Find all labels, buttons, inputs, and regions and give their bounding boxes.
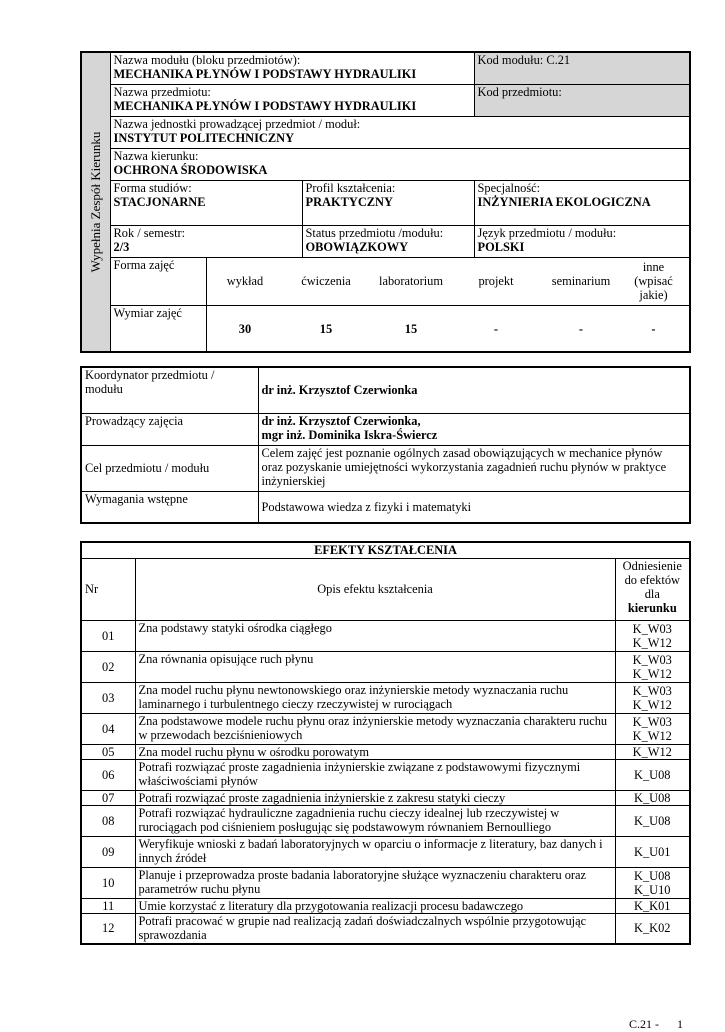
hours-label: Wymiar zajęć <box>110 305 206 352</box>
status-value: OBOWIĄZKOWY <box>305 239 409 254</box>
status-label: Status przedmiotu /modułu: <box>305 225 444 240</box>
year-label: Rok / semestr: <box>113 225 186 240</box>
class-type: ćwiczenia <box>301 273 351 288</box>
study-form-cell <box>110 180 302 225</box>
effect-ref <box>615 836 690 867</box>
effect-desc: Zna podstawy statyki ośrodka ciągłego <box>135 620 615 651</box>
effect-ref-code: K_U01 <box>634 844 671 859</box>
effect-ref <box>615 898 690 913</box>
class-type: inne (wpisać jakie) <box>634 259 673 302</box>
course-info-table <box>80 366 691 524</box>
profile-cell <box>302 180 474 225</box>
teacher-2: mgr inż. Dominika Iskra-Świercz <box>261 427 438 442</box>
table-row <box>81 805 690 836</box>
module-info-table <box>80 51 691 353</box>
effect-nr: 02 <box>81 651 135 682</box>
profile-label: Profil kształcenia: <box>305 180 396 195</box>
hours-value: 15 <box>319 321 333 336</box>
effect-desc: Umie korzystać z literatury dla przygotowania realizacji procesu badawczego <box>135 898 615 913</box>
table-row <box>81 744 690 759</box>
unit-cell <box>110 116 690 148</box>
subject-name-label: Nazwa przedmiotu: <box>113 84 211 99</box>
teachers-cell <box>258 413 690 445</box>
class-type: projekt <box>478 273 514 288</box>
effect-ref-code: K_K01 <box>634 898 671 913</box>
effect-desc: Zna podstawowe modele ruchu płynu oraz inżynierskie metody wyznaczania charakteru ruchu w przewodach bezciśnieniowych <box>135 713 615 744</box>
effect-desc: Zna model ruchu płynu newtonowskiego oraz inżynierskie metody wyznaczania ruchu laminarnego i turbulentnego cieczy rzeczywistej w rurociągach <box>135 682 615 713</box>
col-nr-header: Nr <box>81 558 135 620</box>
subject-code: Kod przedmiotu: <box>474 84 690 116</box>
class-types <box>207 258 690 305</box>
class-type: laboratorium <box>379 273 443 288</box>
effects-table <box>80 541 691 945</box>
specialty-value: INŻYNIERIA EKOLOGICZNA <box>477 194 651 209</box>
effect-nr: 01 <box>81 620 135 651</box>
class-type: wykład <box>226 273 264 288</box>
page-footer <box>629 1017 683 1032</box>
effect-nr: 05 <box>81 744 135 759</box>
effect-nr: 08 <box>81 805 135 836</box>
col-desc-header: Opis efektu kształcenia <box>135 558 615 620</box>
study-form-value: STACJONARNE <box>113 194 206 209</box>
effect-nr: 06 <box>81 759 135 790</box>
effect-ref-code: K_W03 <box>632 714 672 729</box>
effects-title: EFEKTY KSZTAŁCENIA <box>81 542 690 558</box>
effect-ref-code: K_W12 <box>632 666 672 681</box>
effect-ref-code: K_W03 <box>632 683 672 698</box>
table-row <box>81 759 690 790</box>
goal-value: Celem zajęć jest poznanie ogólnych zasad obowiązujących w mechanice płynów oraz pozyskanie umiejętności wykorzystania zagadnień ruchu płynów w praktyce inżynierskiej <box>258 445 690 491</box>
effect-ref-code: K_W03 <box>632 652 672 667</box>
effect-desc: Zna równania opisujące ruch płynu <box>135 651 615 682</box>
table-row <box>81 651 690 682</box>
hours-row <box>81 305 690 352</box>
effect-ref-code: K_W12 <box>632 728 672 743</box>
status-cell <box>302 225 474 257</box>
unit-value: INSTYTUT POLITECHNICZNY <box>113 130 295 145</box>
effect-ref <box>615 867 690 898</box>
table-row <box>81 790 690 805</box>
module-name-value: MECHANIKA PŁYNÓW I PODSTAWY HYDRAULIKI <box>113 67 417 81</box>
study-form-label: Forma studiów: <box>113 180 192 195</box>
year-cell <box>110 225 302 257</box>
footer-page: 1 <box>677 1017 683 1031</box>
language-cell <box>474 225 690 257</box>
subject-name-value: MECHANIKA PŁYNÓW I PODSTAWY HYDRAULIKI <box>113 98 417 113</box>
year-value: 2/3 <box>113 239 130 254</box>
effect-ref <box>615 913 690 944</box>
teacher-1: dr inż. Krzysztof Czerwionka, <box>261 413 421 428</box>
requirements-value: Podstawowa wiedza z fizyki i matematyki <box>258 491 690 523</box>
class-type: seminarium <box>551 273 611 288</box>
col-ref-bold: kierunku <box>627 600 677 615</box>
hours-value: - <box>651 321 656 336</box>
side-label: Wypełnia Zespół Kierunku <box>87 131 103 273</box>
language-label: Język przedmiotu / modułu: <box>477 225 617 240</box>
specialty-cell <box>474 180 690 225</box>
effect-ref <box>615 805 690 836</box>
table-row <box>81 713 690 744</box>
class-form-label: Forma zajęć <box>110 257 206 305</box>
effect-ref-code: K_U08 <box>634 813 671 828</box>
effect-desc: Zna model ruchu płynu w ośrodku porowatym <box>135 744 615 759</box>
col-ref-header <box>615 558 690 620</box>
profile-value: PRAKTYCZNY <box>305 194 393 209</box>
field-label: Nazwa kierunku: <box>113 148 199 163</box>
effects-rows <box>81 620 690 944</box>
hours-value: 15 <box>404 321 418 336</box>
effect-nr: 09 <box>81 836 135 867</box>
coordinator-label: Koordynator przedmiotu / modułu <box>81 367 258 413</box>
table-row <box>81 620 690 651</box>
col-ref-text: Odniesienie do efektów dla <box>622 558 682 601</box>
effect-ref <box>615 744 690 759</box>
module-name-cell <box>110 52 474 84</box>
effect-nr: 11 <box>81 898 135 913</box>
effect-nr: 10 <box>81 867 135 898</box>
module-name-label: Nazwa modułu (bloku przedmiotów): <box>113 53 301 67</box>
hours-value: - <box>578 321 584 336</box>
teachers-label: Prowadzący zajęcia <box>81 413 258 445</box>
effect-nr: 03 <box>81 682 135 713</box>
effect-ref <box>615 682 690 713</box>
effect-ref <box>615 651 690 682</box>
effect-desc: Potrafi rozwiązać hydrauliczne zagadnienia ruchu cieczy idealnej lub rzeczywistej w rurociągach pod ciśnieniem posługując się podstawowym równaniem Bernoulliego <box>135 805 615 836</box>
effect-desc: Weryfikuje wnioski z badań laboratoryjnych w oparciu o informacje z literatury, baz danych i innych źródeł <box>135 836 615 867</box>
field-value: OCHRONA ŚRODOWISKA <box>113 162 268 177</box>
footer-code: C.21 - <box>629 1017 659 1031</box>
effect-desc: Potrafi pracować w grupie nad realizacją zadań doświadczalnych wspólnie przygotowując sprawozdania <box>135 913 615 944</box>
table-row <box>81 867 690 898</box>
effect-ref-code: K_W12 <box>632 635 672 650</box>
effect-ref-code: K_W12 <box>632 744 672 759</box>
hours-value: 30 <box>238 321 252 336</box>
unit-label: Nazwa jednostki prowadzącej przedmiot / moduł: <box>113 116 361 131</box>
effect-desc: Planuje i przeprowadza proste badania laboratoryjne służące wyznaczeniu charakteru oraz parametrów ruchu płynu <box>135 867 615 898</box>
effect-ref-code: K_U08 <box>634 868 671 883</box>
side-label-cell <box>81 52 110 352</box>
goal-label: Cel przedmiotu / modułu <box>81 445 258 491</box>
effect-ref <box>615 790 690 805</box>
effect-ref <box>615 759 690 790</box>
effect-desc: Potrafi rozwiązać proste zagadnienia inżynierskie związane z podstawowymi fizycznymi właściwościami płynów <box>135 759 615 790</box>
hours-value: - <box>493 321 499 336</box>
field-cell <box>110 148 690 180</box>
effect-nr: 04 <box>81 713 135 744</box>
effect-nr: 07 <box>81 790 135 805</box>
coordinator-value: dr inż. Krzysztof Czerwionka <box>258 367 690 413</box>
specialty-label: Specjalność: <box>477 180 541 195</box>
hours-values <box>207 306 690 351</box>
class-types-row <box>81 257 690 305</box>
effect-ref-code: K_U08 <box>634 767 671 782</box>
language-value: POLSKI <box>477 239 525 254</box>
module-code: Kod modułu: C.21 <box>474 52 690 84</box>
table-row <box>81 898 690 913</box>
effect-ref-code: K_W03 <box>632 621 672 636</box>
effect-ref-code: K_W12 <box>632 697 672 712</box>
effect-desc: Potrafi rozwiązać proste zagadnienia inżynierskie z zakresu statyki cieczy <box>135 790 615 805</box>
subject-name-cell <box>110 84 474 116</box>
table-row <box>81 913 690 944</box>
effect-ref-code: K_U10 <box>634 882 671 897</box>
effect-ref-code: K_K02 <box>634 921 671 936</box>
effect-ref-code: K_U08 <box>634 790 671 805</box>
requirements-label: Wymagania wstępne <box>81 491 258 523</box>
effect-nr: 12 <box>81 913 135 944</box>
table-row <box>81 682 690 713</box>
table-row <box>81 836 690 867</box>
effect-ref <box>615 620 690 651</box>
effect-ref <box>615 713 690 744</box>
